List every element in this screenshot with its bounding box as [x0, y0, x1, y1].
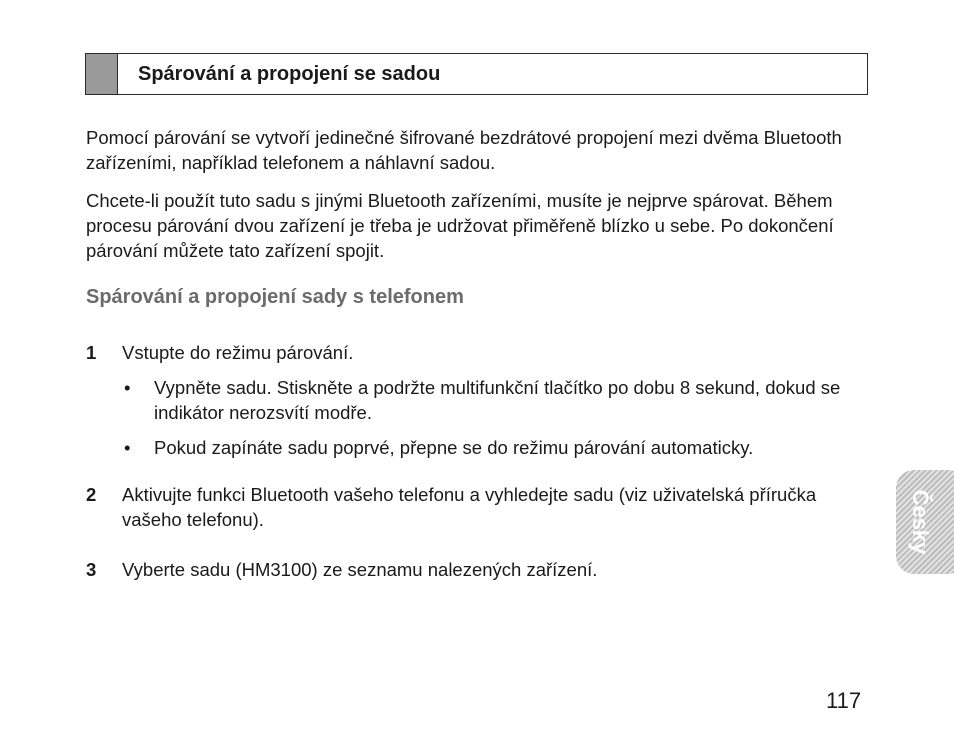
step-text: Aktivujte funkci Bluetooth vašeho telefonu a vyhledejte sadu (viz uživatelská příručka vašeho telefonu).: [122, 484, 817, 530]
step-number: 2: [86, 484, 97, 505]
bullet-text: Pokud zapínáte sadu poprvé, přepne se do režimu párování automaticky.: [154, 437, 754, 458]
section-marker: [86, 54, 118, 94]
intro-paragraph-1: Pomocí párování se vytvoří jedinečné šifrované bezdrátové propojení mezi dvěma Bluetooth zařízeními, například telefonem a náhlavní sadou.: [86, 127, 842, 173]
step-text: Vstupte do režimu párování.: [122, 342, 354, 363]
step-number: 3: [86, 559, 97, 580]
language-tab: [896, 470, 954, 574]
step-text: Vyberte sadu (HM3100) ze seznamu nalezených zařízení.: [122, 559, 598, 580]
bullet-mark: •: [124, 377, 131, 398]
section-header: [85, 53, 868, 95]
subsection-title: Spárování a propojení sady s telefonem: [86, 286, 464, 308]
page-number: 117: [826, 688, 862, 713]
language-tab-label: Česky: [908, 489, 933, 555]
section-title: Spárování a propojení se sadou: [138, 63, 441, 85]
bullet-mark: •: [124, 437, 131, 458]
step-number: 1: [86, 342, 97, 363]
bullet-text: Vypněte sadu. Stiskněte a podržte multifunkční tlačítko po dobu 8 sekund, dokud se indikátor nerozsvítí modře.: [154, 377, 841, 423]
intro-paragraph-2: Chcete-li použít tuto sadu s jinými Bluetooth zařízeními, musíte je nejprve spárovat. Během procesu párování dvou zařízení je třeba je udržovat přiměřeně blízko u sebe. Po dokončení párování můžete tato zařízení spojit.: [86, 190, 834, 261]
